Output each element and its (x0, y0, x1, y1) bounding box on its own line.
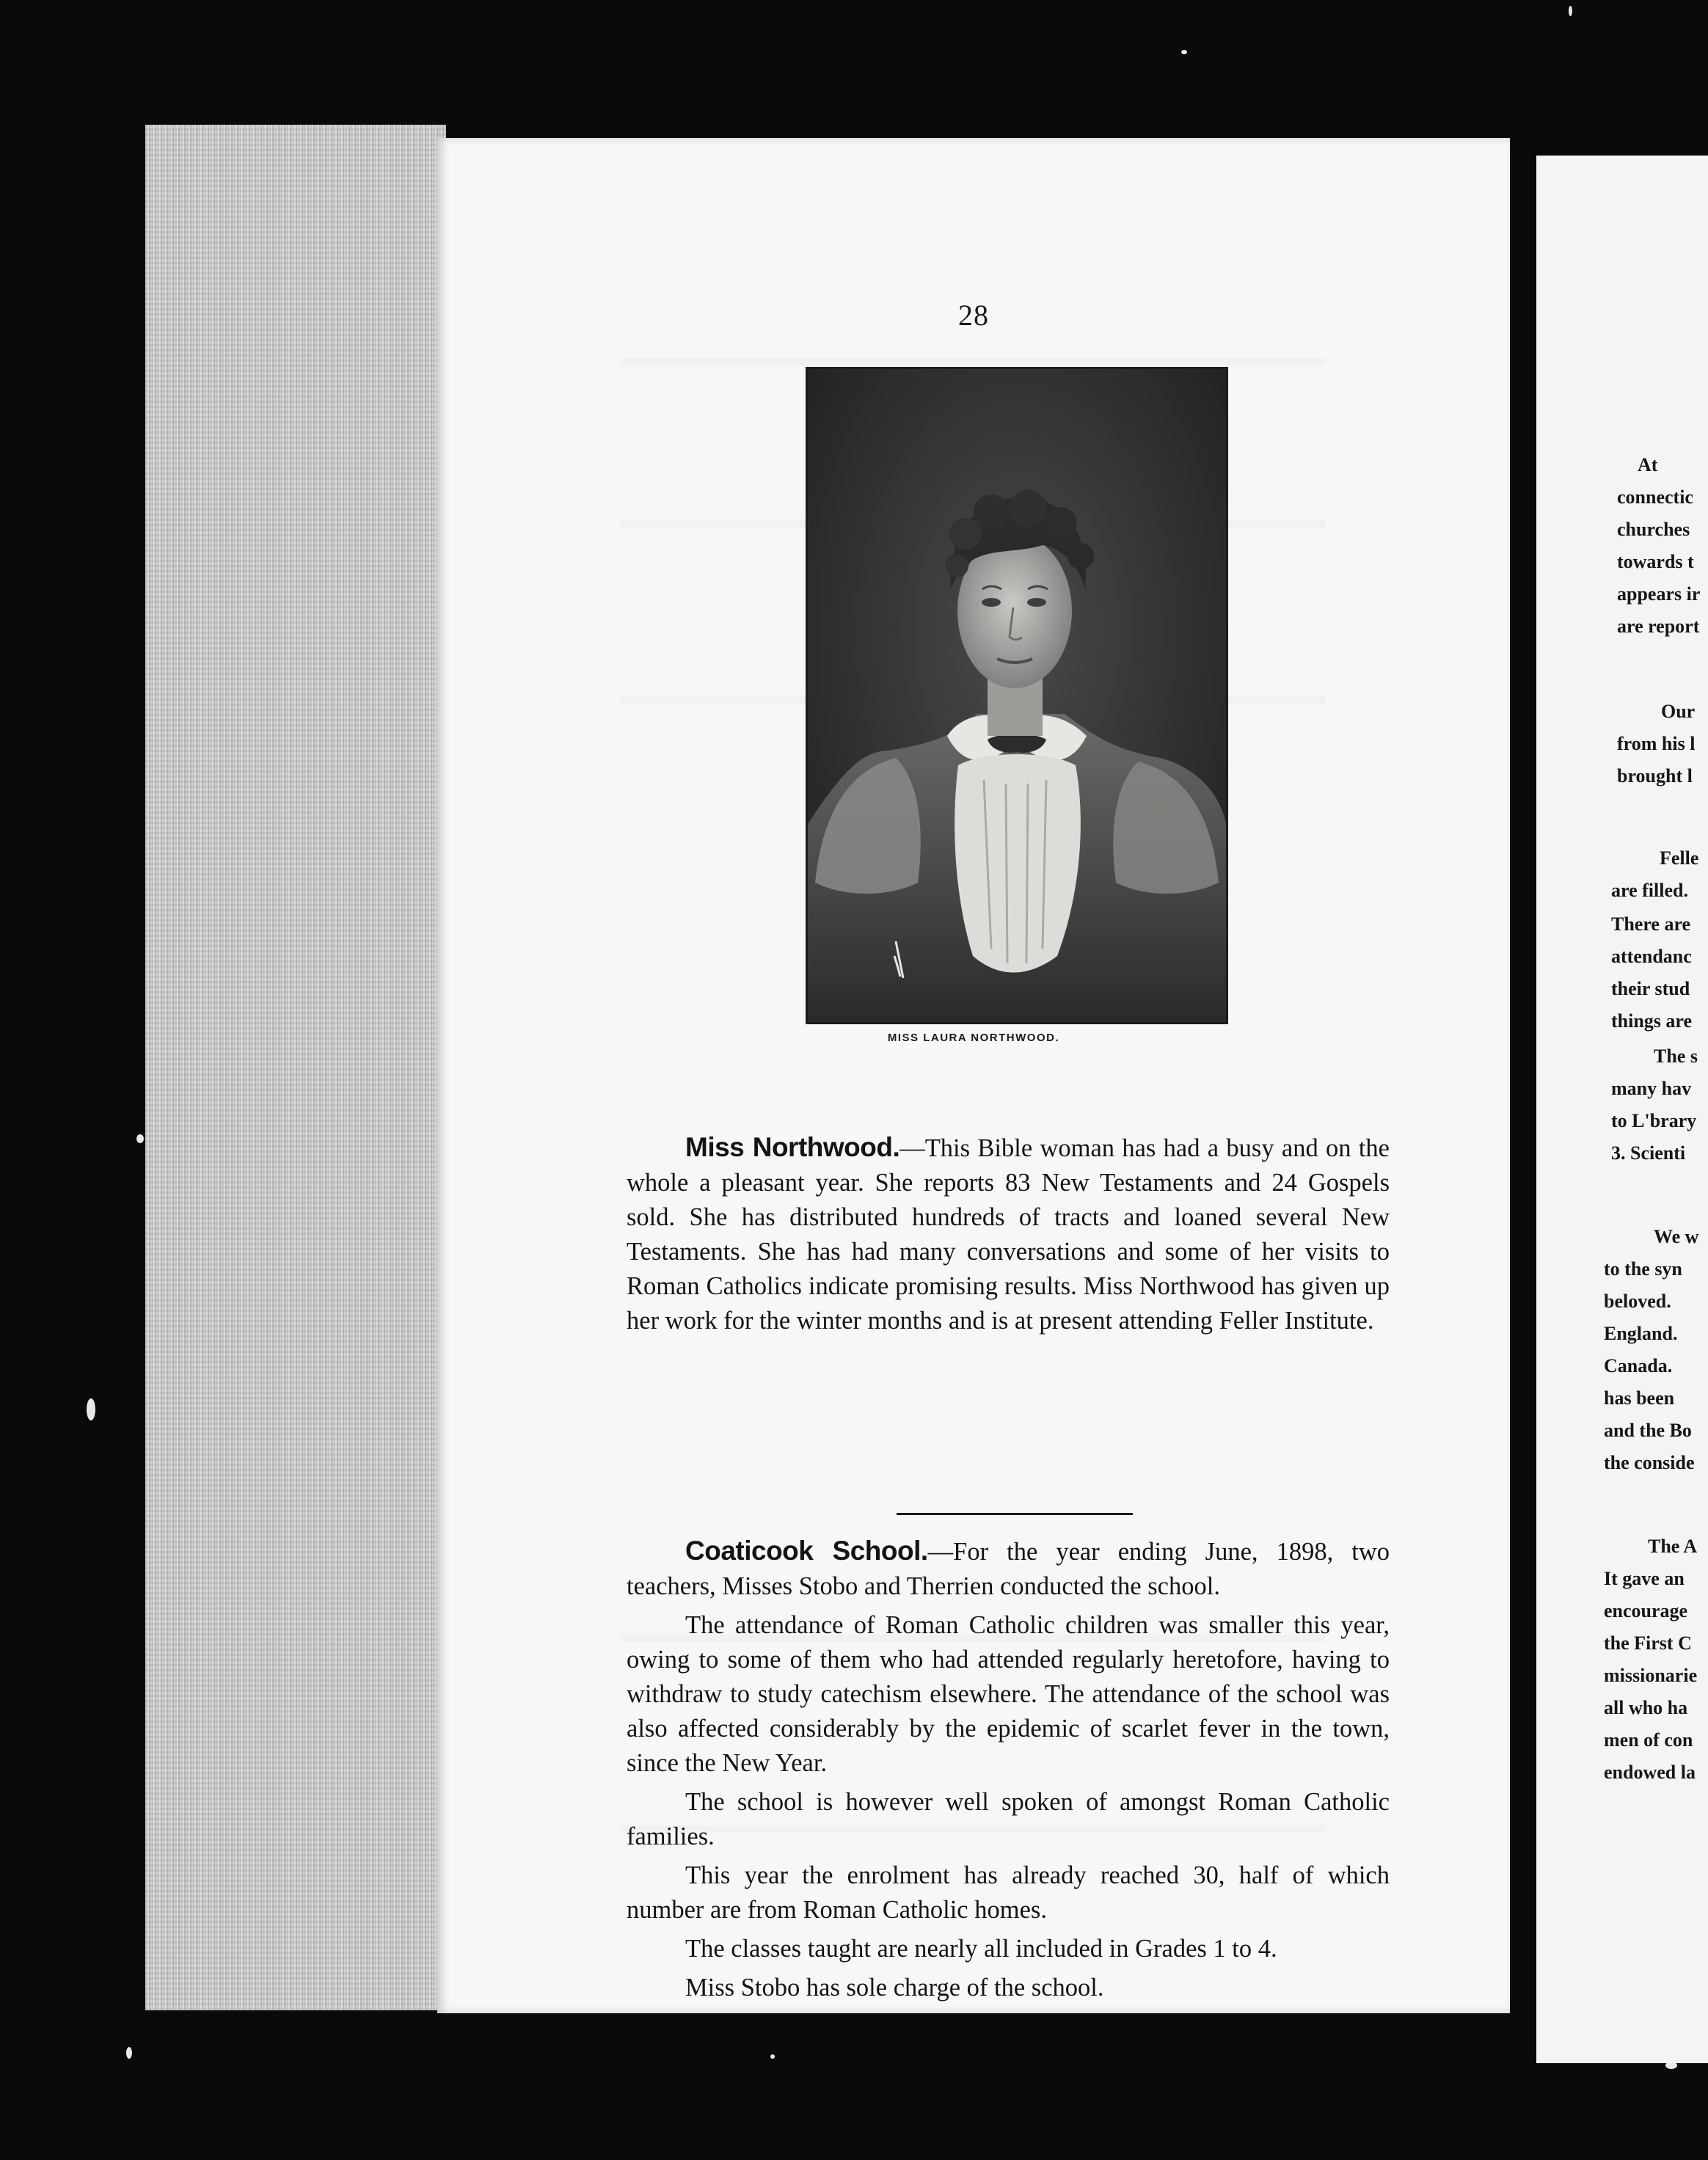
coaticook-paragraph: The classes taught are nearly all included in Grades 1 to 4. (685, 1935, 1277, 1963)
facing-line: endowed la (1604, 1762, 1696, 1783)
facing-line: Felle (1660, 847, 1699, 869)
book-page-edges (145, 125, 446, 2010)
facing-line: Canada. (1604, 1355, 1673, 1376)
section-divider (897, 1513, 1133, 1515)
facing-line: encourage (1604, 1600, 1688, 1621)
facing-line: from his l (1617, 733, 1696, 754)
portrait-photo (806, 367, 1228, 1024)
facing-line: England. (1604, 1323, 1678, 1344)
coaticook-paragraph: Miss Stobo has sole charge of the school. (685, 1974, 1104, 2002)
facing-line: many hav (1611, 1078, 1692, 1099)
coaticook-paragraph (627, 1533, 1390, 1604)
facing-line: 3. Scienti (1611, 1142, 1686, 1164)
dust-speck (770, 2054, 775, 2059)
facing-line: Our (1661, 701, 1696, 722)
coaticook-section (627, 1533, 1390, 2005)
facing-line: brought l (1617, 765, 1693, 787)
facing-line: the First C (1604, 1632, 1692, 1654)
coaticook-heading: Coaticook School. (685, 1536, 928, 1566)
facing-line: At (1638, 454, 1658, 475)
dust-speck (126, 2047, 132, 2059)
book-page (437, 138, 1510, 2013)
facing-line: men of con (1604, 1729, 1693, 1751)
dust-speck (1569, 6, 1572, 16)
facing-line: all who ha (1604, 1697, 1688, 1718)
facing-line: appears ir (1617, 583, 1701, 605)
facing-line: It gave an (1604, 1568, 1685, 1589)
portrait-illustration (808, 369, 1226, 1022)
facing-line: connectic (1617, 486, 1693, 508)
facing-line: We w (1654, 1226, 1699, 1247)
facing-line: missionarie (1604, 1665, 1698, 1686)
dust-speck (136, 1134, 144, 1143)
facing-line: the conside (1604, 1452, 1695, 1473)
facing-line: towards t (1617, 551, 1694, 572)
facing-line: things are (1611, 1010, 1693, 1032)
facing-line: to the syn (1604, 1258, 1682, 1280)
photo-caption: MISS LAURA NORTHWOOD. (887, 1032, 1060, 1044)
facing-line: beloved. (1604, 1291, 1671, 1312)
facing-line: and the Bo (1604, 1420, 1692, 1441)
northwood-heading: Miss Northwood. (685, 1132, 900, 1162)
facing-line: churches (1617, 519, 1690, 540)
coaticook-body: —For the year ending June, 1898, two teachers, Misses Stobo and Therrien conducted the school. (627, 1538, 1390, 1600)
facing-line: The A (1648, 1536, 1698, 1557)
dust-speck (1181, 50, 1187, 54)
facing-line: attendanc (1611, 946, 1692, 967)
facing-line: The s (1654, 1046, 1698, 1067)
coaticook-paragraph: The school is however well spoken of amongst Roman Catholic families. (627, 1788, 1390, 1850)
facing-line: are report (1617, 616, 1700, 637)
coaticook-paragraph: This year the enrolment has already reached 30, half of which number are from Roman Catholic homes. (627, 1861, 1390, 1924)
northwood-paragraph (627, 1130, 1390, 1338)
coaticook-paragraph: The attendance of Roman Catholic children was smaller this year, owing to some of them who had attended regularly heretofore, having to withdraw to study catechism elsewhere. The attendance of the school was also affected considerably by the epidemic of scarlet fever in the town, since the New Year. (627, 1611, 1390, 1777)
facing-line: their stud (1611, 978, 1690, 999)
show-through (621, 358, 1325, 365)
northwood-body: —This Bible woman has had a busy and on the whole a pleasant year. She reports 83 New Testaments and 24 Gospels sold. She has distributed hundreds of tracts and loaned several New Testaments. She has had many conversations and some of her visits to Roman Catholics indicate promising results. Miss Northwood has given up her work for the winter months and is at present attending Feller Institute. (627, 1134, 1390, 1335)
dust-speck (87, 1398, 95, 1420)
facing-line: are filled. (1611, 880, 1688, 901)
facing-line: There are (1611, 913, 1691, 935)
facing-line: to L'brary (1611, 1110, 1697, 1131)
facing-line: has been (1604, 1387, 1675, 1409)
northwood-section (627, 1130, 1390, 1338)
page-number: 28 (958, 299, 989, 332)
